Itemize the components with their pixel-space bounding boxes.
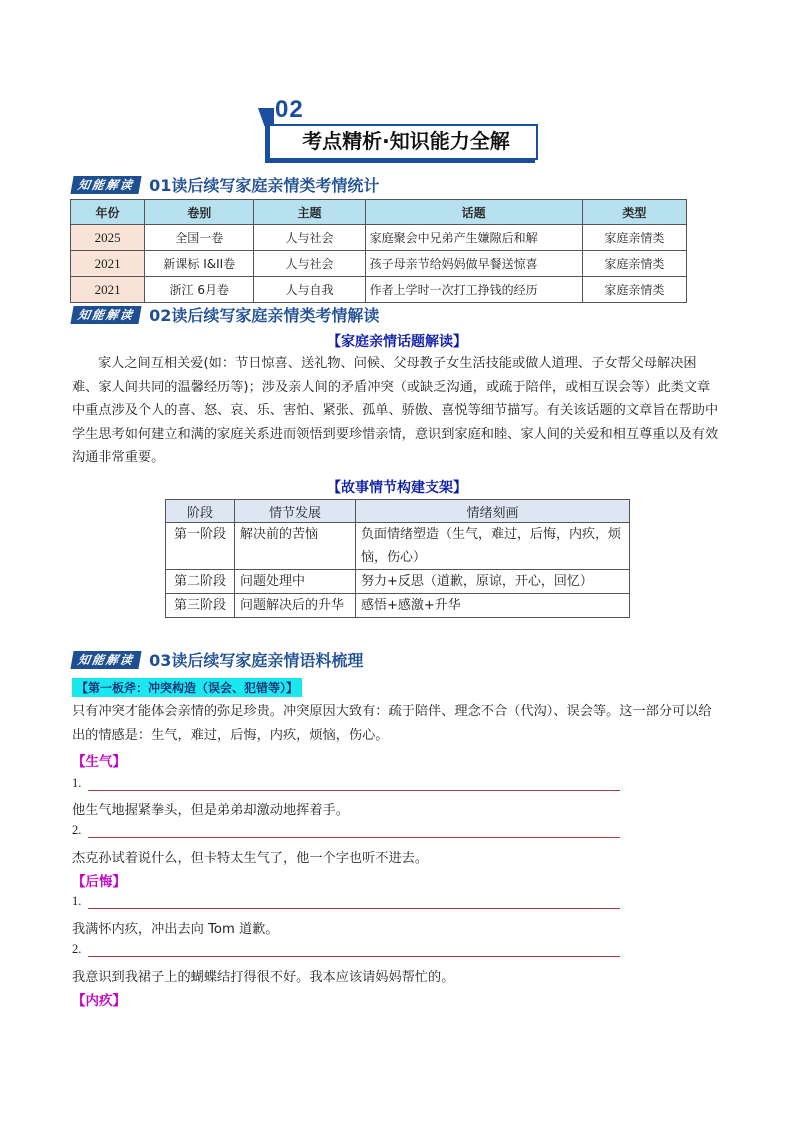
header-emotion: 情绪刻画 bbox=[356, 500, 630, 523]
cell-topic: 家庭聚会中兄弟产生嫌隙后和解 bbox=[365, 225, 582, 251]
item-number: 2. bbox=[72, 823, 82, 837]
cell-plot: 解决前的苦恼 bbox=[235, 523, 356, 570]
plot-structure-table bbox=[165, 499, 630, 618]
section-tag: 知能解读 bbox=[70, 176, 141, 194]
table-header-row bbox=[71, 200, 687, 225]
emotion-label-regret: 【后悔】 bbox=[72, 874, 126, 890]
item-number: 2. bbox=[72, 942, 82, 956]
section-2-header bbox=[72, 303, 379, 325]
cell-stage: 第一阶段 bbox=[166, 523, 235, 570]
header-theme: 主题 bbox=[254, 200, 365, 225]
axe-label: 【第一板斧：冲突构造（误会、犯错等）】 bbox=[72, 678, 302, 697]
blank-line bbox=[88, 837, 620, 838]
cell-stage: 第三阶段 bbox=[166, 594, 235, 618]
table-header-row bbox=[166, 500, 630, 523]
cell-paper: 浙江 6月卷 bbox=[145, 277, 254, 303]
cell-type: 家庭亲情类 bbox=[582, 225, 686, 251]
item-number: 1. bbox=[72, 894, 82, 908]
blank-line bbox=[88, 956, 620, 957]
header-stage: 阶段 bbox=[166, 500, 235, 523]
table-row bbox=[71, 251, 687, 277]
exam-stats-table bbox=[70, 199, 687, 303]
cell-plot: 问题解决后的升华 bbox=[235, 594, 356, 618]
conflict-paragraph: 只有冲突才能体会亲情的弥足珍贵。冲突原因大致有：疏于陪伴、理念不合（代沟）、误会等。这一部分可以给出的情感是：生气，难过，后悔，内疚，烦恼，伤心。 bbox=[72, 704, 712, 743]
cell-type: 家庭亲情类 bbox=[582, 251, 686, 277]
section-3-header bbox=[72, 648, 363, 670]
banner-number: 02 bbox=[275, 96, 304, 123]
cell-theme: 人与社会 bbox=[254, 225, 365, 251]
cell-type: 家庭亲情类 bbox=[582, 277, 686, 303]
cell-emotion: 负面情绪塑造（生气，难过，后悔，内疚，烦恼，伤心） bbox=[356, 523, 630, 570]
table-row bbox=[166, 570, 630, 594]
cell-theme: 人与自我 bbox=[254, 277, 365, 303]
header-year: 年份 bbox=[71, 200, 145, 225]
section-3-title: 03读后续写家庭亲情语料梳理 bbox=[149, 651, 364, 670]
cell-paper: 全国一卷 bbox=[145, 225, 254, 251]
cell-stage: 第二阶段 bbox=[166, 570, 235, 594]
table-row bbox=[71, 225, 687, 251]
emotion-label-guilt: 【内疚】 bbox=[72, 993, 126, 1009]
banner-title: 考点精析·知识能力全解 bbox=[302, 129, 510, 153]
table-row bbox=[166, 594, 630, 618]
plot-subtitle: 【故事情节构建支架】 bbox=[327, 480, 467, 496]
topic-paragraph: 家人之间互相关爱(如：节日惊喜、送礼物、问候、父母教子女生活技能或做人道理、子女帮父母解决困难、家人间共同的温馨经历等)；涉及亲人间的矛盾冲突（或缺乏沟通，或疏于陪伴，或相互误会等）此类文章中重点涉及个人的喜、怒、哀、乐、害怕、紧张、孤单、骄傲、喜悦等细节描写。有关该话题的文章旨在帮助中学生思考如何建立和满的家庭关系进而领悟到要珍惜亲情，意识到家庭和睦、家人间的关爱和相互尊重以及有效沟通非常重要。 bbox=[72, 356, 719, 465]
header-topic: 话题 bbox=[365, 200, 582, 225]
header-plot: 情节发展 bbox=[235, 500, 356, 523]
example-sentence: 他生气地握紧拳头，但是弟弟却激动地挥着手。 bbox=[72, 803, 349, 818]
cell-emotion: 感悟+感激+升华 bbox=[356, 594, 630, 618]
section-tag: 知能解读 bbox=[70, 651, 141, 669]
cell-topic: 作者上学时一次打工挣钱的经历 bbox=[365, 277, 582, 303]
header-paper: 卷别 bbox=[145, 200, 254, 225]
cell-topic: 孩子母亲节给妈妈做早餐送惊喜 bbox=[365, 251, 582, 277]
table-row bbox=[71, 277, 687, 303]
cell-emotion: 努力+反思（道歉，原谅，开心，回忆） bbox=[356, 570, 630, 594]
item-number: 1. bbox=[72, 776, 82, 790]
blank-line bbox=[88, 908, 620, 909]
emotion-label-angry: 【生气】 bbox=[72, 754, 126, 770]
section-1-header bbox=[72, 173, 379, 195]
cell-year: 2021 bbox=[71, 251, 145, 277]
section-tag: 知能解读 bbox=[70, 306, 141, 324]
blank-line bbox=[88, 790, 620, 791]
example-sentence: 我意识到我裙子上的蝴蝶结打得很不好。我本应该请妈妈帮忙的。 bbox=[72, 970, 455, 985]
cell-year: 2025 bbox=[71, 225, 145, 251]
example-sentence: 杰克孙试着说什么，但卡特太生气了，他一个字也听不进去。 bbox=[72, 851, 429, 866]
section-1-title: 01读后续写家庭亲情类考情统计 bbox=[149, 176, 380, 195]
topic-subtitle: 【家庭亲情话题解读】 bbox=[327, 334, 467, 350]
cell-year: 2021 bbox=[71, 277, 145, 303]
table-row bbox=[166, 523, 630, 570]
cell-theme: 人与社会 bbox=[254, 251, 365, 277]
section-2-title: 02读后续写家庭亲情类考情解读 bbox=[149, 306, 380, 325]
example-sentence: 我满怀内疚，冲出去向 Tom 道歉。 bbox=[72, 922, 279, 937]
cell-plot: 问题处理中 bbox=[235, 570, 356, 594]
header-type: 类型 bbox=[582, 200, 686, 225]
cell-paper: 新课标 I&II卷 bbox=[145, 251, 254, 277]
